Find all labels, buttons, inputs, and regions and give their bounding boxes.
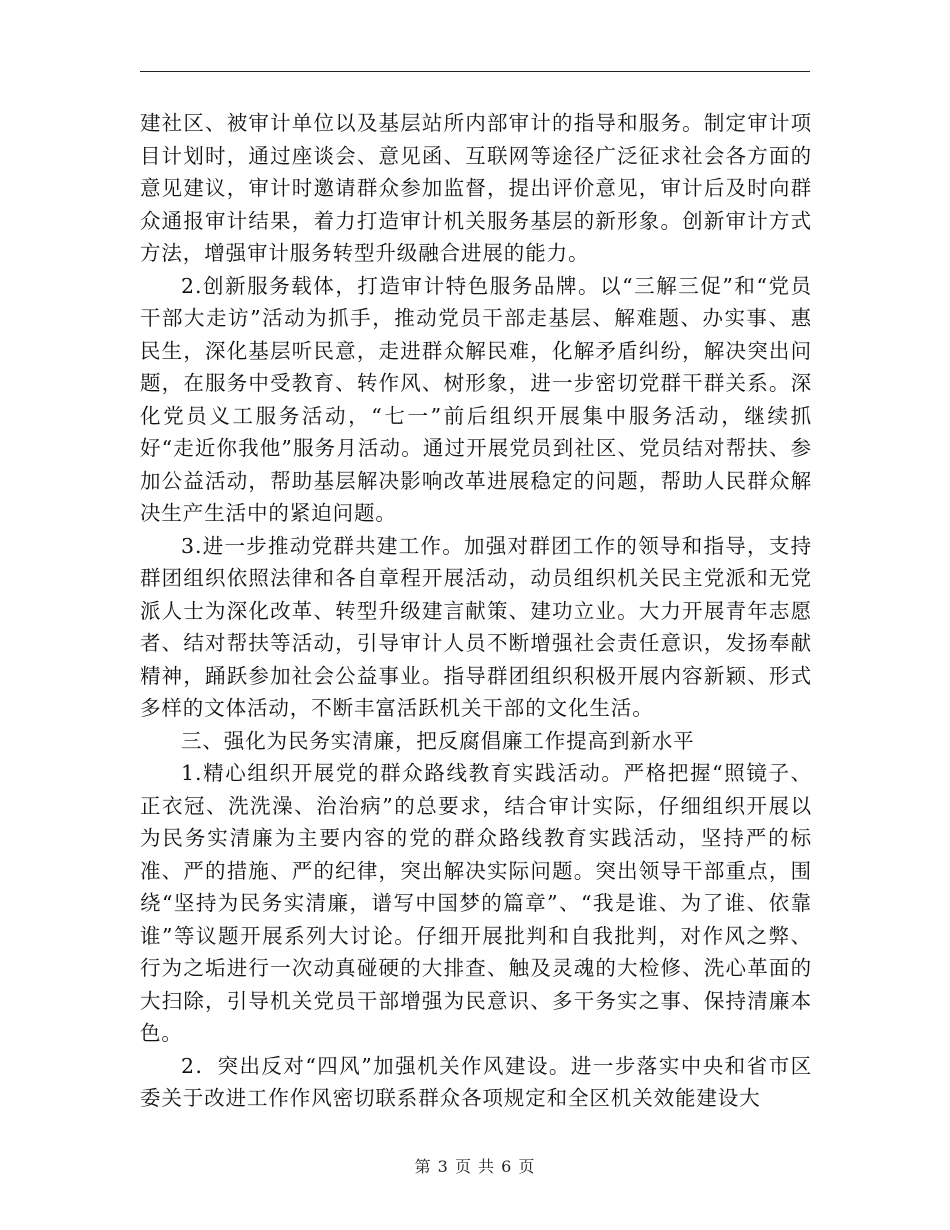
paragraph-item-2: 2.创新服务载体，打造审计特色服务品牌。以“三解三促”和“党员干部大走访”活动为抓手，推动党员干部走基层、解难题、办实事、惠民生，深化基层听民意，走进群众解民难，化解矛盾纠纷，解决突出问题，在服务中受教育、转作风、树形象，进一步密切党群干群关系。深化党员义工服务活动，“七一”前后组织开展集中服务活动，继续抓好“走近你我他”服务月活动。通过开展党员到社区、党员结对帮扶、参加公益活动，帮助基层解决影响改革进展稳定的问题，帮助人民群众解决生产生活中的紧迫问题。 [140,273,812,525]
section-heading-3: 三、强化为民务实清廉，把反腐倡廉工作提高到新水平 [181,728,695,753]
paragraph-item-3: 3.进一步推动党群共建工作。加强对群团工作的领导和指导，支持群团组织依照法律和各自章程开展活动，动员组织机关民主党派和无党派人士为深化改革、转型升级建言献策、建功立业。大力开展青年志愿者、结对帮扶等活动，引导审计人员不断增强社会责任意识，发扬奉献精神，踊跃参加社会公益事业。指导群团组织积极开展内容新颖、形式多样的文体活动，不断丰富活跃机关干部的文化生活。 [140,533,812,720]
paragraph-continued: 建社区、被审计单位以及基层站所内部审计的指导和服务。制定审计项目计划时，通过座谈会、意见函、互联网等途径广泛征求社会各方面的意见建议，审计时邀请群众参加监督，提出评价意见，审计后及时向群众通报审计结果，着力打造审计机关服务基层的新形象。创新审计方式方法，增强审计服务转型升级融合进展的能力。 [140,111,812,265]
header-rule [140,71,810,72]
body-text [140,107,812,1115]
paragraph-section3-item-2: 2．突出反对“四风”加强机关作风建设。进一步落实中央和省市区委关于改进工作作风密切联系群众各项规定和全区机关效能建设大 [140,1053,812,1110]
paragraph-section3-item-1: 1.精心组织开展党的群众路线教育实践活动。严格把握“照镜子、正衣冠、洗洗澡、治治病”的总要求，结合审计实际，仔细组织开展以为民务实清廉为主要内容的党的群众路线教育实践活动，坚持严的标准、严的措施、严的纪律，突出解决实际问题。突出领导干部重点，围绕“坚持为民务实清廉，谱写中国梦的篇章”、“我是谁、为了谁、依靠谁”等议题开展系列大讨论。仔细开展批判和自我批判，对作风之弊、行为之垢进行一次动真碰硬的大排查、触及灵魂的大检修、洗心革面的大扫除，引导机关党员干部增强为民意识、多干务实之事、保持清廉本色。 [140,761,812,1045]
page-number-footer: 第 3 页 共 6 页 [414,1157,536,1176]
